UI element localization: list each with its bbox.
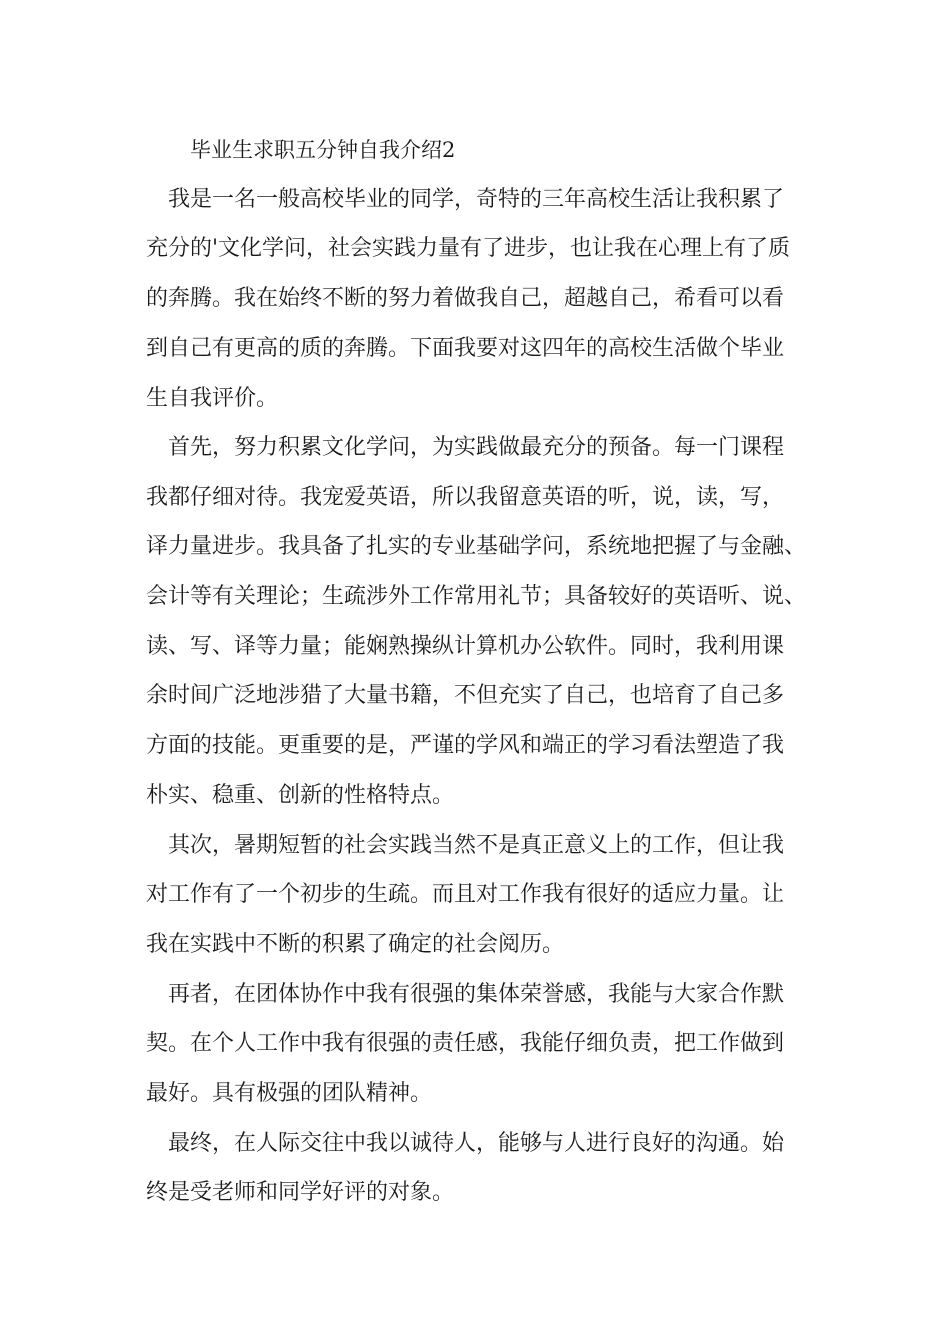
paragraph-line: 首先，努力积累文化学问，为实践做最充分的预备。每一门课程: [146, 435, 785, 460]
paragraph-line: 到自己有更高的质的奔腾。下面我要对这四年的高校生活做个毕业: [146, 336, 785, 361]
paragraph-line: 最好。具有极强的团队精神。: [146, 1081, 433, 1106]
paragraph-line: 其次，暑期短暂的社会实践当然不是真正意义上的工作，但让我: [146, 833, 785, 858]
paragraph-line: 会计等有关理论；生疏涉外工作常用礼节；具备较好的英语听、说、: [146, 584, 807, 609]
paragraph-line: 我都仔细对待。我宠爱英语，所以我留意英语的听，说，读，写，: [146, 485, 785, 510]
paragraph-line: 的奔腾。我在始终不断的努力着做我自己，超越自己，希看可以看: [146, 286, 785, 311]
paragraph-line: 读、写、译等力量；能娴熟操纵计算机办公软件。同时，我利用课: [146, 634, 785, 659]
paragraph-line: 充分的'文化学问，社会实践力量有了进步，也让我在心理上有了质: [146, 236, 791, 261]
paragraph-line: 方面的技能。更重要的是，严谨的学风和端正的学习看法塑造了我: [146, 733, 785, 758]
paragraph-line: 我在实践中不断的积累了确定的社会阅历。: [146, 932, 565, 957]
paragraph-line: 译力量进步。我具备了扎实的专业基础学问，系统地把握了与金融、: [146, 534, 807, 559]
paragraph-line: 我是一名一般高校毕业的同学，奇特的三年高校生活让我积累了: [146, 187, 785, 212]
document-title: 毕业生求职五分钟自我介绍2: [190, 138, 456, 162]
paragraph-line: 最终，在人际交往中我以诚待人，能够与人进行良好的沟通。始: [146, 1131, 785, 1156]
paragraph-line: 生自我评价。: [146, 386, 279, 411]
paragraph-line: 终是受老师和同学好评的对象。: [146, 1180, 455, 1205]
paragraph-line: 契。在个人工作中我有很强的责任感，我能仔细负责，把工作做到: [146, 1031, 785, 1056]
paragraph-line: 朴实、稳重、创新的性格特点。: [146, 783, 455, 808]
paragraph-line: 再者，在团体协作中我有很强的集体荣誉感，我能与大家合作默: [146, 982, 785, 1007]
paragraph-line: 余时间广泛地涉猎了大量书籍，不但充实了自己，也培育了自己多: [146, 683, 785, 708]
paragraph-line: 对工作有了一个初步的生疏。而且对工作我有很好的适应力量。让: [146, 882, 785, 907]
